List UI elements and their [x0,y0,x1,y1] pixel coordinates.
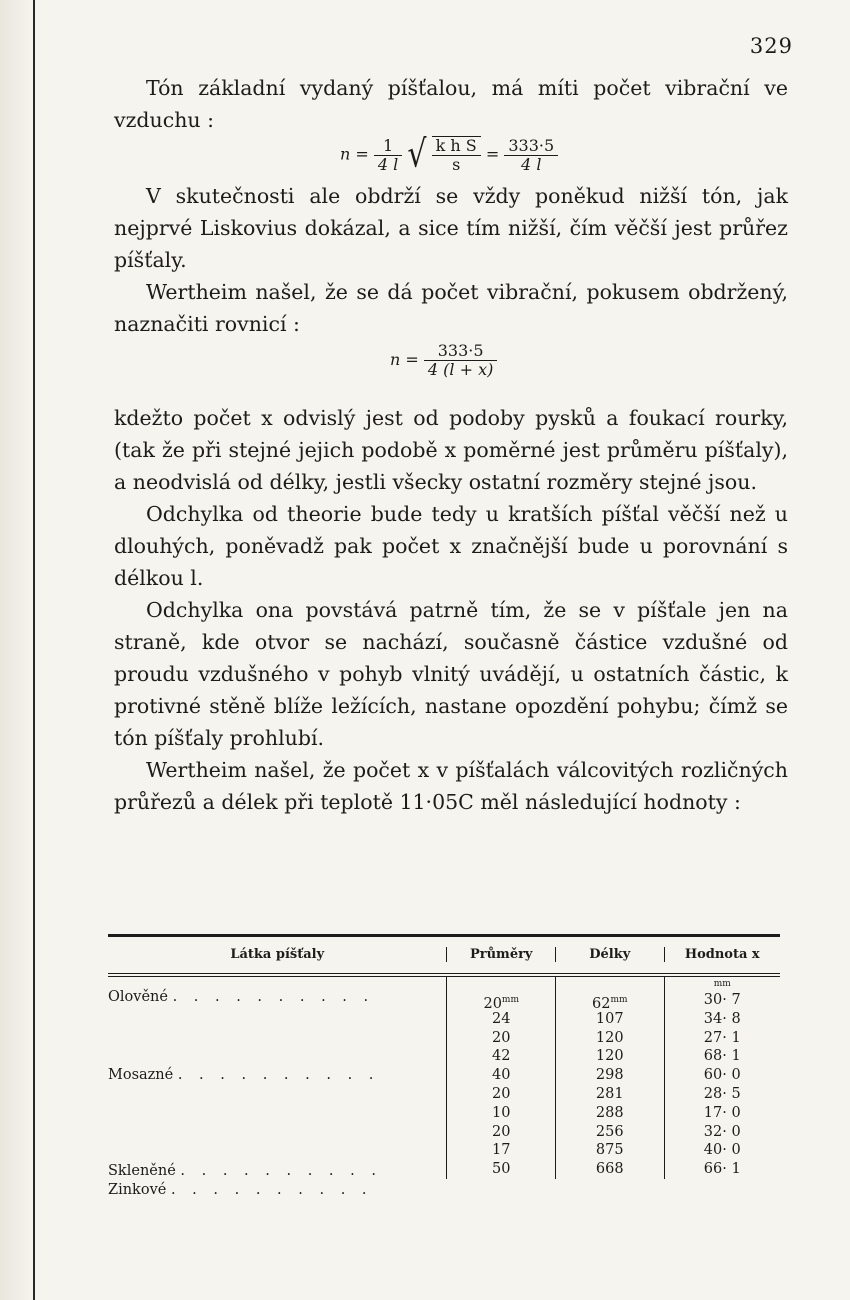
diameter-column [446,977,555,1179]
table-cell: 288 [595,1104,624,1121]
radical-sign-icon: √ [407,132,427,177]
table-cell: 60· 0 [703,1067,741,1084]
table-cell: 298 [595,1067,624,1084]
page-body [114,72,788,818]
page-number: 329 [749,34,793,58]
paragraph-1: Tón základní vydaný píšťalou, má míti počet vibrační ve vzduchu : [114,76,788,132]
header-length: Délky [555,947,664,962]
formula2-eq: = [405,350,419,369]
leader-dots: . . . . . . . . . . [170,1182,373,1198]
table-cell: 281 [595,1085,624,1102]
table-cell: 66· 1 [703,1161,741,1178]
material-label [108,1067,379,1083]
formula1-sqrt-den: s [452,155,461,174]
formula2-frac [424,342,497,379]
formula1-frac1-num: 1 [374,137,402,156]
formula-wertheim [390,340,788,402]
leader-dots: . . . . . . . . . . [180,1163,382,1179]
table-cell: 50 [492,1161,511,1178]
paragraph-4: kdežto počet x odvislý jest od podoby pysků a foukací rourky, (tak že při stejné jejich podobě x poměrné jest průměru píšťaly), a neodvislá od délky, jestli všecky ostatní rozměry stejné jsou. [114,406,788,494]
paragraph-5: Odchylka od theorie bude tedy u kratších píšťal věčší než u dlouhých, poněvadž pak počet x značnější bude u porovnání s délkou l. [114,502,788,590]
leader-dots: . . . . . . . . . . [177,1067,380,1083]
formula2-num: 333·5 [424,342,497,361]
formula1-eq: = [355,144,369,164]
table-cell: 68· 1 [703,1048,741,1065]
formula1-frac2-num: 333·5 [504,137,558,156]
material-name: Mosazné [108,1067,174,1083]
formula1-sqrt-num: k h S [432,136,481,156]
page-gutter [0,0,34,1300]
formula1-sqrt [407,132,480,177]
length-column [555,977,664,1179]
formula2-den: 4 (l + x) [427,360,494,379]
header-diameter: Průměry [446,947,555,962]
table-cell: 28· 5 [703,1085,741,1102]
table-cell: 668 [595,1161,624,1178]
material-name: Olověné [108,989,168,1005]
table-cell: 875 [595,1142,624,1159]
table-cell: 20 [492,1123,511,1140]
formula1-frac2-den: 4 l [521,154,542,174]
leader-dots: . . . . . . . . . . [172,989,375,1005]
material-name: Skleněné [108,1163,176,1179]
table-body [108,977,780,1198]
formula1-lhs: n [340,144,351,164]
formula-frequency [340,132,788,180]
paragraph-2: V skutečnosti ale obdrží se vždy poněkud nižší tón, jak nejprvé Liskovius dokázal, a sice tím nižší, čím věčší jest průřez píšťaly. [114,184,788,272]
paragraph-6: Odchylka ona povstává patrně tím, že se v píšťale jen na straně, kde otvor se nachází, současně částice vzdušné od proudu vzdušného v pohyb vlnitý uvádějí, u ostatních částic, k protivné stěně blíže ležících, nastane opozdění pohybu; čímž se tón píšťaly prohlubí. [114,598,788,750]
material-label [108,1182,373,1198]
header-material: Látka píšťaly [230,946,325,962]
table-cell: 40· 0 [703,1142,741,1159]
table-cell: 17· 0 [703,1104,741,1121]
paragraph-3: Wertheim našel, že se dá počet vibrační, pokusem obdržený, naznačiti rovnicí : [114,280,788,336]
table-cell: 32· 0 [703,1123,741,1140]
table-cell: 120 [595,1029,624,1046]
table-cell: 20 [492,1029,511,1046]
binding-edge [33,0,35,1300]
table-cell: 24 [492,1010,511,1027]
value-x-column [664,977,780,1179]
formula1-sqrt-frac [432,136,481,174]
table-header-row [108,937,780,971]
formula1-frac1 [374,137,402,174]
table-cell: 34· 8 [703,1010,741,1027]
table-cell: $62^{mm}$ [591,995,628,1012]
formula1-eq2: = [485,144,500,164]
formula1-frac1-den: 4 l [377,154,399,174]
table-cell: 30· 7 [703,992,741,1008]
material-label [108,989,374,1005]
table-cell: 10 [492,1104,511,1121]
material-label [108,1163,382,1179]
formula2-lhs: n [390,350,401,369]
wertheim-table [108,934,780,1198]
table-cell: 17 [492,1142,511,1159]
table-cell: 256 [595,1123,624,1140]
paragraph-7: Wertheim našel, že počet x v píšťalách válcovitých rozličných průřezů a délek při teplotě 11·05C měl následující hodnoty : [114,758,788,814]
table-cell: $20^{mm}$ [483,995,519,1012]
unit-label: mm [713,979,731,989]
table-cell: 20 [492,1085,511,1102]
table-cell: 107 [595,1010,624,1027]
table-cell: 120 [595,1048,624,1065]
material-name: Zinkové [108,1182,167,1198]
table-cell: 27· 1 [703,1029,741,1046]
header-value-x: Hodnota x [664,947,780,962]
material-column [108,977,446,1198]
formula1-frac2 [504,137,558,174]
table-cell: 40 [492,1067,511,1084]
table-cell: 42 [492,1048,511,1065]
